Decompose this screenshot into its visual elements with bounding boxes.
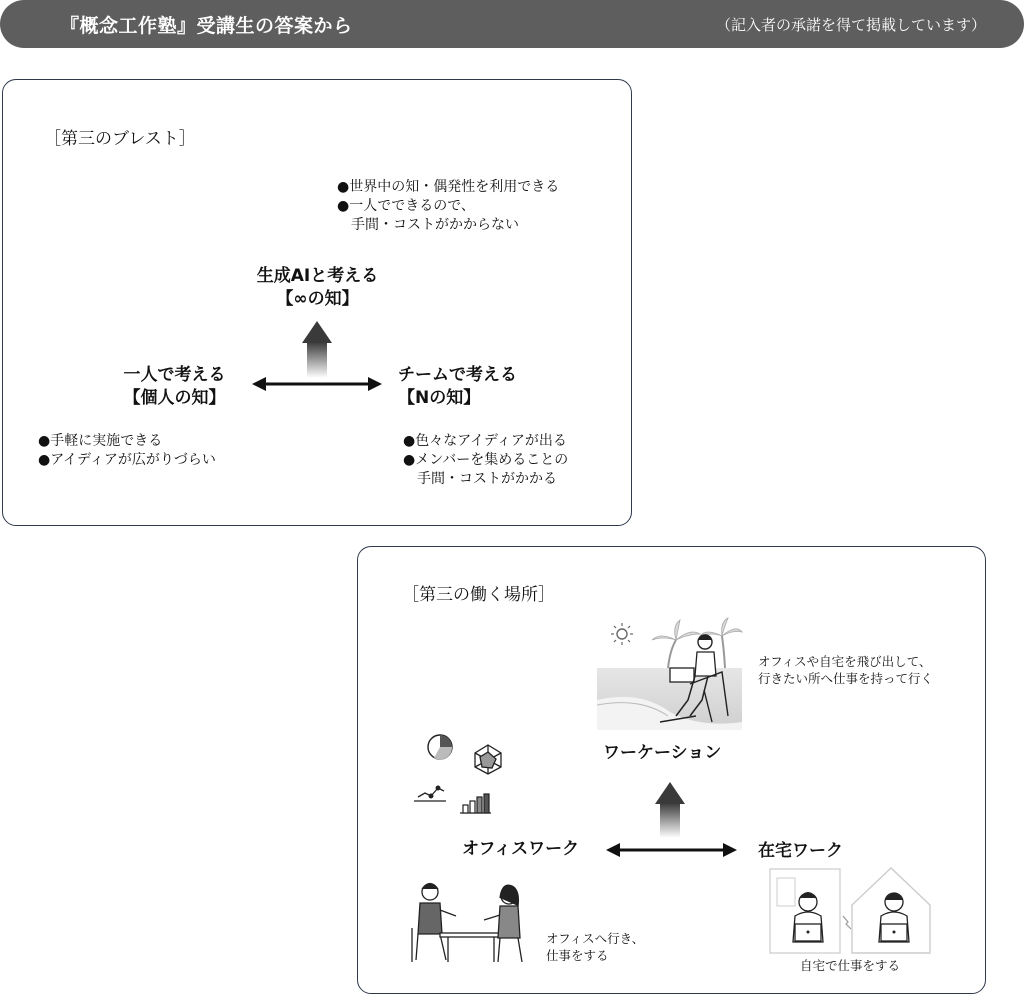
brainstorm-up-arrow (302, 321, 332, 378)
note-line: 行きたい所へ仕事を持って行く (758, 671, 934, 686)
node-line: 【∞の知】 (276, 289, 359, 309)
brainstorm-title: ［第三のブレスト］ (44, 129, 196, 149)
bullet-line: ●メンバーを集めることの (403, 452, 569, 468)
home-work-illustration (770, 868, 930, 953)
bullet-line: ●一人でできるので、 (337, 198, 475, 214)
bullet-line: ●世界中の知・偶発性を利用できる (337, 179, 560, 195)
node-line: 生成AIと考える (256, 266, 379, 286)
bullet-line: ●色々なアイディアが出る (403, 433, 567, 449)
sun-icon (611, 623, 633, 645)
note-line: オフィスへ行き、 (546, 931, 645, 946)
bullet-line: 手間・コストがかからない (337, 217, 519, 233)
bullet-line: 手間・コストがかかる (403, 471, 557, 487)
line-graph-icon (414, 786, 446, 801)
radar-chart-icon (475, 745, 501, 774)
workplace-double-arrow (606, 843, 737, 857)
bullet-line: ●手軽に実施できる (38, 433, 163, 449)
node-line: チームで考える (398, 365, 517, 385)
workplace-title: ［第三の働く場所］ (402, 585, 555, 605)
workplace-left-node: オフィスワーク (462, 839, 580, 859)
office-meeting-illustration (412, 884, 522, 963)
workplace-right-note: 自宅で仕事をする (800, 958, 901, 973)
workation-illustration (597, 618, 742, 730)
bar-chart-icon (460, 794, 491, 813)
note-line: 仕事をする (546, 948, 609, 963)
workplace-top-node: ワーケーション (603, 743, 722, 763)
node-line: 【個人の知】 (123, 388, 226, 408)
header-note: （記入者の承諾を得て掲載しています） (715, 16, 986, 34)
node-line: 【Nの知】 (398, 388, 481, 408)
header-title: 『概念工作塾』受講生の答案から (60, 15, 353, 37)
pie-chart-icon (428, 735, 452, 760)
note-line: オフィスや自宅を飛び出して、 (758, 654, 932, 669)
bullet-line: ●アイディアが広がりづらい (38, 452, 216, 468)
brainstorm-double-arrow (252, 377, 382, 391)
workplace-up-arrow (655, 782, 685, 838)
workplace-right-node: 在宅ワーク (758, 841, 843, 861)
node-line: 一人で考える (123, 365, 226, 385)
